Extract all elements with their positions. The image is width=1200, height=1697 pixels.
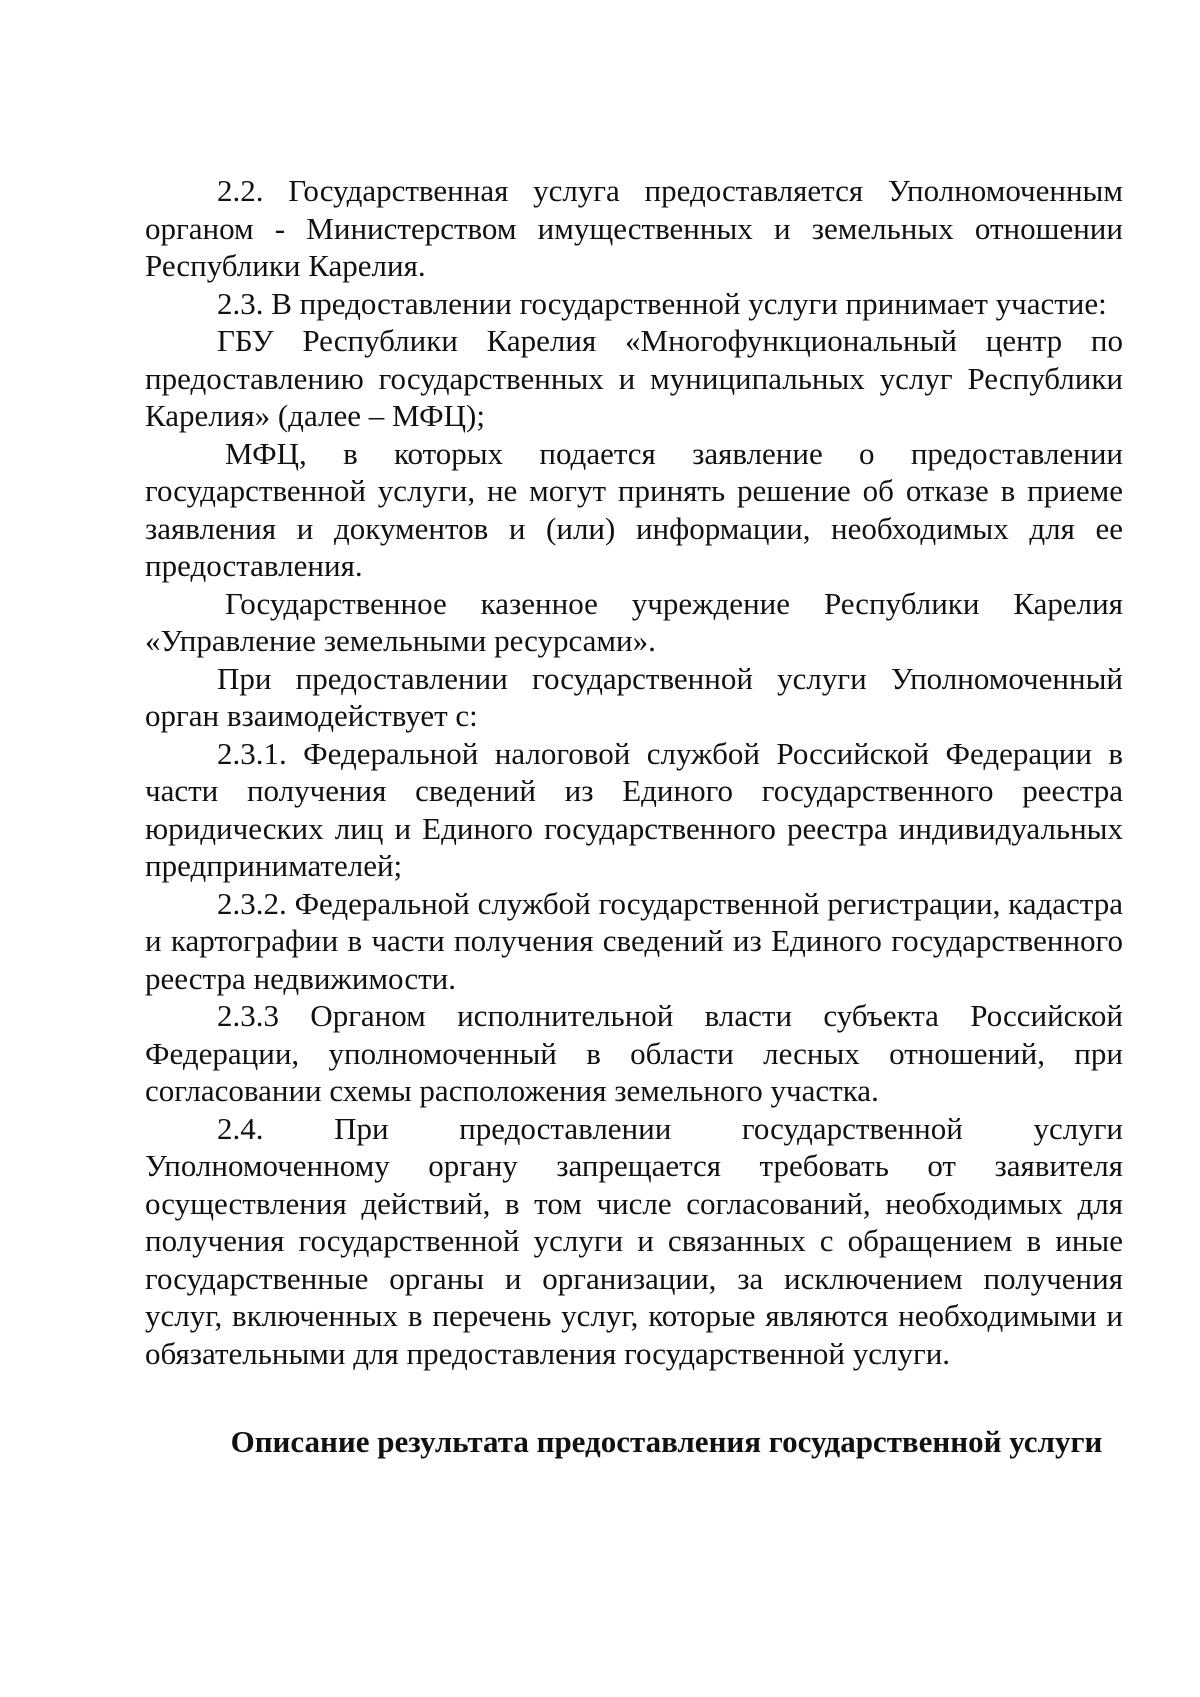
paragraph-2-4: 2.4. При предоставлении государственной услуги Уполномоченному органу запрещается требовать от заявителя осуществления действий, в том числе согласований, необходимых для получения государственной услуги и связанных с обращением в иные государственные органы и организации, за исключением получения услуг, включенных в перечень услуг, которые являются необходимыми и обязательными для предоставления государственной услуги. [145, 1110, 1123, 1371]
paragraph-interaction-intro: При предоставлении государственной услуги Уполномоченный орган взаимодействует с: [145, 660, 1123, 733]
paragraph-2-3: 2.3. В предоставлении государственной услуги принимает участие: [217, 285, 1107, 321]
paragraph-mfc-participant: ГБУ Республики Карелия «Многофункциональный центр по предоставлению государственных и муниципальных услуг Республики Карелия» (далее – МФЦ); [145, 323, 1123, 433]
paragraph-2-3-3: 2.3.3 Органом исполнительной власти субъекта Российской Федерации, уполномоченный в области лесных отношений, при согласовании схемы расположения земельного участка. [145, 998, 1123, 1108]
paragraph-land-resources: Государственное казенное учреждение Республики Карелия «Управление земельными ресурсами». [145, 585, 1123, 658]
paragraph-2-2: 2.2. Государственная услуга предоставляется Уполномоченным органом - Министерством имущественных и земельных отношении Республики Карелия. [145, 173, 1123, 283]
paragraph-mfc-restriction: МФЦ, в которых подается заявление о предоставлении государственной услуги, не могут принять решение об отказе в приеме заявления и документов и (или) информации, необходимых для ее предоставления. [145, 435, 1123, 583]
paragraph-2-3-2: 2.3.2. Федеральной службой государственной регистрации, кадастра и картографии в части получения сведений из Единого государственного реестра недвижимости. [145, 885, 1123, 996]
section-heading: Описание результата предоставления государственной услуги [230, 1424, 1103, 1459]
document-page [145, 172, 1123, 1461]
paragraph-2-3-1: 2.3.1. Федеральной налоговой службой Российской Федерации в части получения сведений из Единого государственного реестра юридических лиц и Единого государственного реестра индивидуальных предпринимателей; [145, 735, 1123, 883]
